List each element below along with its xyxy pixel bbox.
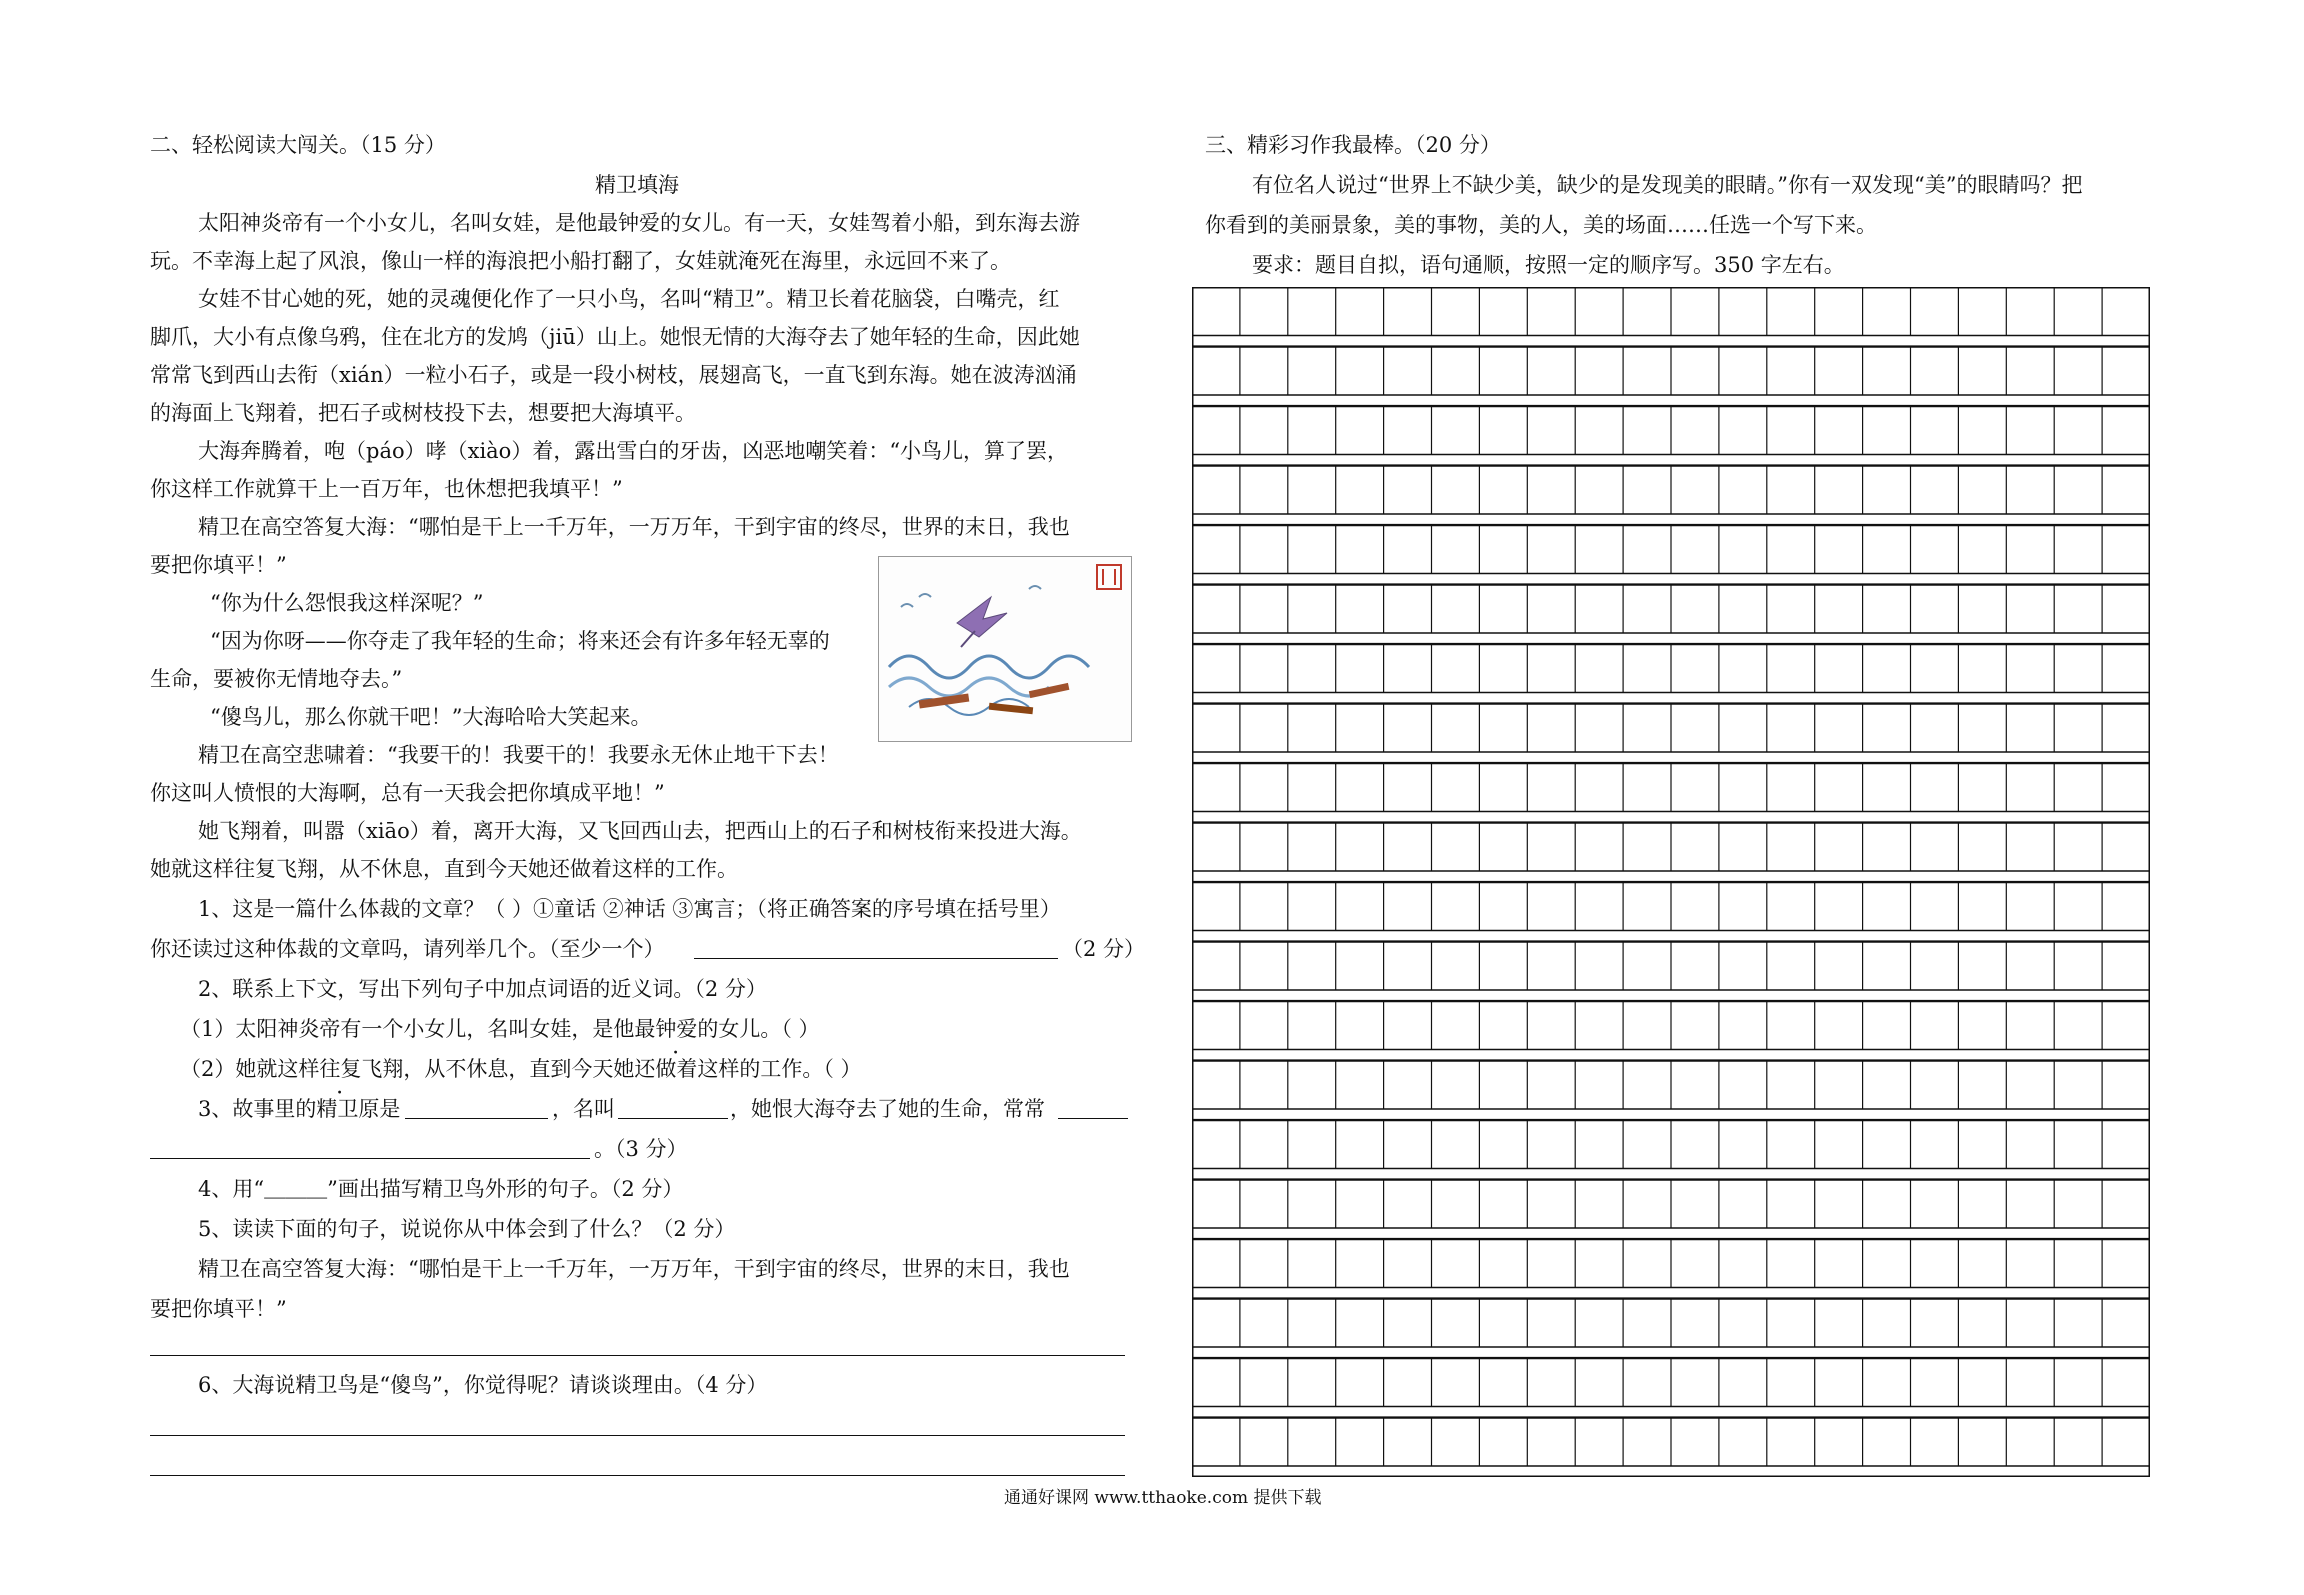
story-line: 常常飞到西山去衔（xián）一粒小石子，或是一段小树枝，展翅高飞，一直飞到东海。她在波涛汹涌	[150, 363, 1077, 387]
story-line: 要把你填平！”	[150, 553, 287, 577]
writing-requirement: 要求：题目自拟，语句通顺，按照一定的顺序写。350 字左右。	[1252, 253, 1845, 277]
grid-row	[1192, 406, 2150, 465]
q3-answer-line-2[interactable]	[618, 1118, 728, 1119]
q1b-answer-line[interactable]	[694, 958, 1058, 959]
question-2: 2、联系上下文，写出下列句子中加点词语的近义词。（2 分）	[198, 977, 767, 1001]
question-5: 5、读读下面的句子，说说你从中体会到了什么？（2 分）	[198, 1217, 736, 1241]
grid-row	[1192, 882, 2150, 941]
q2-1-emphasized-word: 钟爱	[655, 1017, 698, 1041]
grid-row	[1192, 644, 2150, 703]
grid-row	[1192, 585, 2150, 644]
section2-heading: 二、轻松阅读大闯关。（15 分）	[150, 133, 446, 157]
question-3-part-c: ，她恨大海夺去了她的生命，常常	[730, 1097, 1045, 1121]
grid-row	[1192, 466, 2150, 525]
q6-answer-line-2[interactable]	[150, 1475, 1125, 1476]
question-3-part-d: 。（3 分）	[594, 1137, 688, 1161]
q2-2-emphasized-word: 往复	[319, 1057, 362, 1081]
story-illustration	[878, 556, 1132, 742]
story-line: 太阳神炎帝有一个小女儿，名叫女娃，是他最钟爱的女儿。有一天，女娃驾着小船，到东海去游	[198, 211, 1080, 235]
writing-prompt-line-1: 有位名人说过“世界上不缺少美，缺少的是发现美的眼睛。”你有一双发现“美”的眼睛吗？把	[1252, 173, 2083, 197]
story-title: 精卫填海	[595, 173, 679, 197]
question-1a: 1、这是一篇什么体裁的文章？（ ）①童话 ②神话 ③寓言；（将正确答案的序号填在括号里）	[198, 897, 1061, 921]
grid-row	[1192, 704, 2150, 763]
story-line: 精卫在高空答复大海：“哪怕是干上一千万年，一万万年，干到宇宙的终尽，世界的末日，我也	[198, 515, 1070, 539]
grid-row	[1192, 347, 2150, 406]
grid-row	[1192, 1061, 2150, 1120]
question-5-quote-a: 精卫在高空答复大海：“哪怕是干上一千万年，一万万年，干到宇宙的终尽，世界的末日，我也	[198, 1257, 1070, 1281]
q2-2-text-pre: （2）她就这样	[180, 1057, 320, 1081]
grid-row	[1192, 287, 2150, 346]
story-line: 的海面上飞翔着，把石子或树枝投下去，想要把大海填平。	[150, 401, 696, 425]
writing-prompt-line-2: 你看到的美丽景象，美的事物，美的人，美的场面……任选一个写下来。	[1205, 213, 1877, 237]
story-line: 脚爪，大小有点像乌鸦，住在北方的发鸠（jiū）山上。她恨无情的大海夺去了她年轻的生命，因此她	[150, 325, 1080, 349]
question-1b: 你还读过这种体裁的文章吗，请列举几个。（至少一个）	[150, 937, 665, 961]
story-line: 玩。不幸海上起了风浪，像山一样的海浪把小船打翻了，女娃就淹死在海里，永远回不来了。	[150, 249, 1011, 273]
question-4: 4、用“＿＿＿”画出描写精卫鸟外形的句子。（2 分）	[198, 1177, 684, 1201]
grid-row	[1192, 1180, 2150, 1239]
q3-answer-line-3[interactable]	[1058, 1118, 1128, 1119]
question-5-quote-b: 要把你填平！”	[150, 1297, 287, 1321]
story-line: 她就这样往复飞翔，从不休息，直到今天她还做着这样的工作。	[150, 857, 738, 881]
story-line: “因为你呀——你夺走了我年轻的生命；将来还会有许多年轻无辜的	[210, 629, 830, 653]
bird-and-waves-illustration	[879, 557, 1131, 741]
q3-answer-line-4[interactable]	[150, 1158, 590, 1159]
story-line: 大海奔腾着，咆（páo）哮（xiào）着，露出雪白的牙齿，凶恶地嘲笑着：“小鸟儿，算了罢，	[198, 439, 1069, 463]
story-line: “傻鸟儿，那么你就干吧！”大海哈哈大笑起来。	[210, 705, 652, 729]
story-line: 精卫在高空悲啸着：“我要干的！我要干的！我要永无休止地干下去！	[198, 743, 839, 767]
q2-2-text-post: 飞翔，从不休息，直到今天她还做着这样的工作。（ ）	[361, 1057, 862, 1081]
grid-row	[1192, 1239, 2150, 1298]
story-line: 你这叫人愤恨的大海啊，总有一天我会把你填成平地！”	[150, 781, 665, 805]
grid-row	[1192, 1120, 2150, 1179]
grid-row	[1192, 525, 2150, 584]
composition-grid[interactable]	[1192, 287, 2150, 1477]
q3-answer-line-1[interactable]	[405, 1118, 548, 1119]
section3-heading: 三、精彩习作我最棒。（20 分）	[1205, 133, 1501, 157]
story-line: 她飞翔着，叫嚣（xiāo）着，离开大海，又飞回西山去，把西山上的石子和树枝衔来投进大海。	[198, 819, 1082, 843]
question-3-part-b: ，名叫	[552, 1097, 615, 1121]
story-line: 你这样工作就算干上一百万年，也休想把我填平！”	[150, 477, 623, 501]
footer-credit: 通通好课网 www.tthaoke.com 提供下载	[1004, 1488, 1322, 1508]
question-3-part-a: 3、故事里的精卫原是	[198, 1097, 401, 1121]
grid-row	[1192, 1001, 2150, 1060]
question-6: 6、大海说精卫鸟是“傻鸟”，你觉得呢？请谈谈理由。（4 分）	[198, 1373, 768, 1397]
grid-row	[1192, 1418, 2150, 1477]
question-2-1	[180, 1010, 820, 1048]
grid-row	[1192, 823, 2150, 882]
q5-answer-line[interactable]	[150, 1355, 1125, 1356]
story-line: “你为什么怨恨我这样深呢？”	[210, 591, 484, 615]
question-2-2	[180, 1050, 862, 1088]
story-line: 生命，要被你无情地夺去。”	[150, 667, 403, 691]
grid-row	[1192, 1299, 2150, 1358]
q6-answer-line-1[interactable]	[150, 1435, 1125, 1436]
grid-row	[1192, 763, 2150, 822]
grid-row	[1192, 1358, 2150, 1417]
q2-1-text-pre: （1）太阳神炎帝有一个小女儿，名叫女娃，是他最	[180, 1017, 656, 1041]
story-line: 女娃不甘心她的死，她的灵魂便化作了一只小鸟，名叫“精卫”。精卫长着花脑袋，白嘴壳，红	[198, 287, 1060, 311]
q2-1-text-post: 的女儿。（ ）	[697, 1017, 820, 1041]
grid-row	[1192, 942, 2150, 1001]
q1b-score: （2 分）	[1062, 937, 1146, 961]
